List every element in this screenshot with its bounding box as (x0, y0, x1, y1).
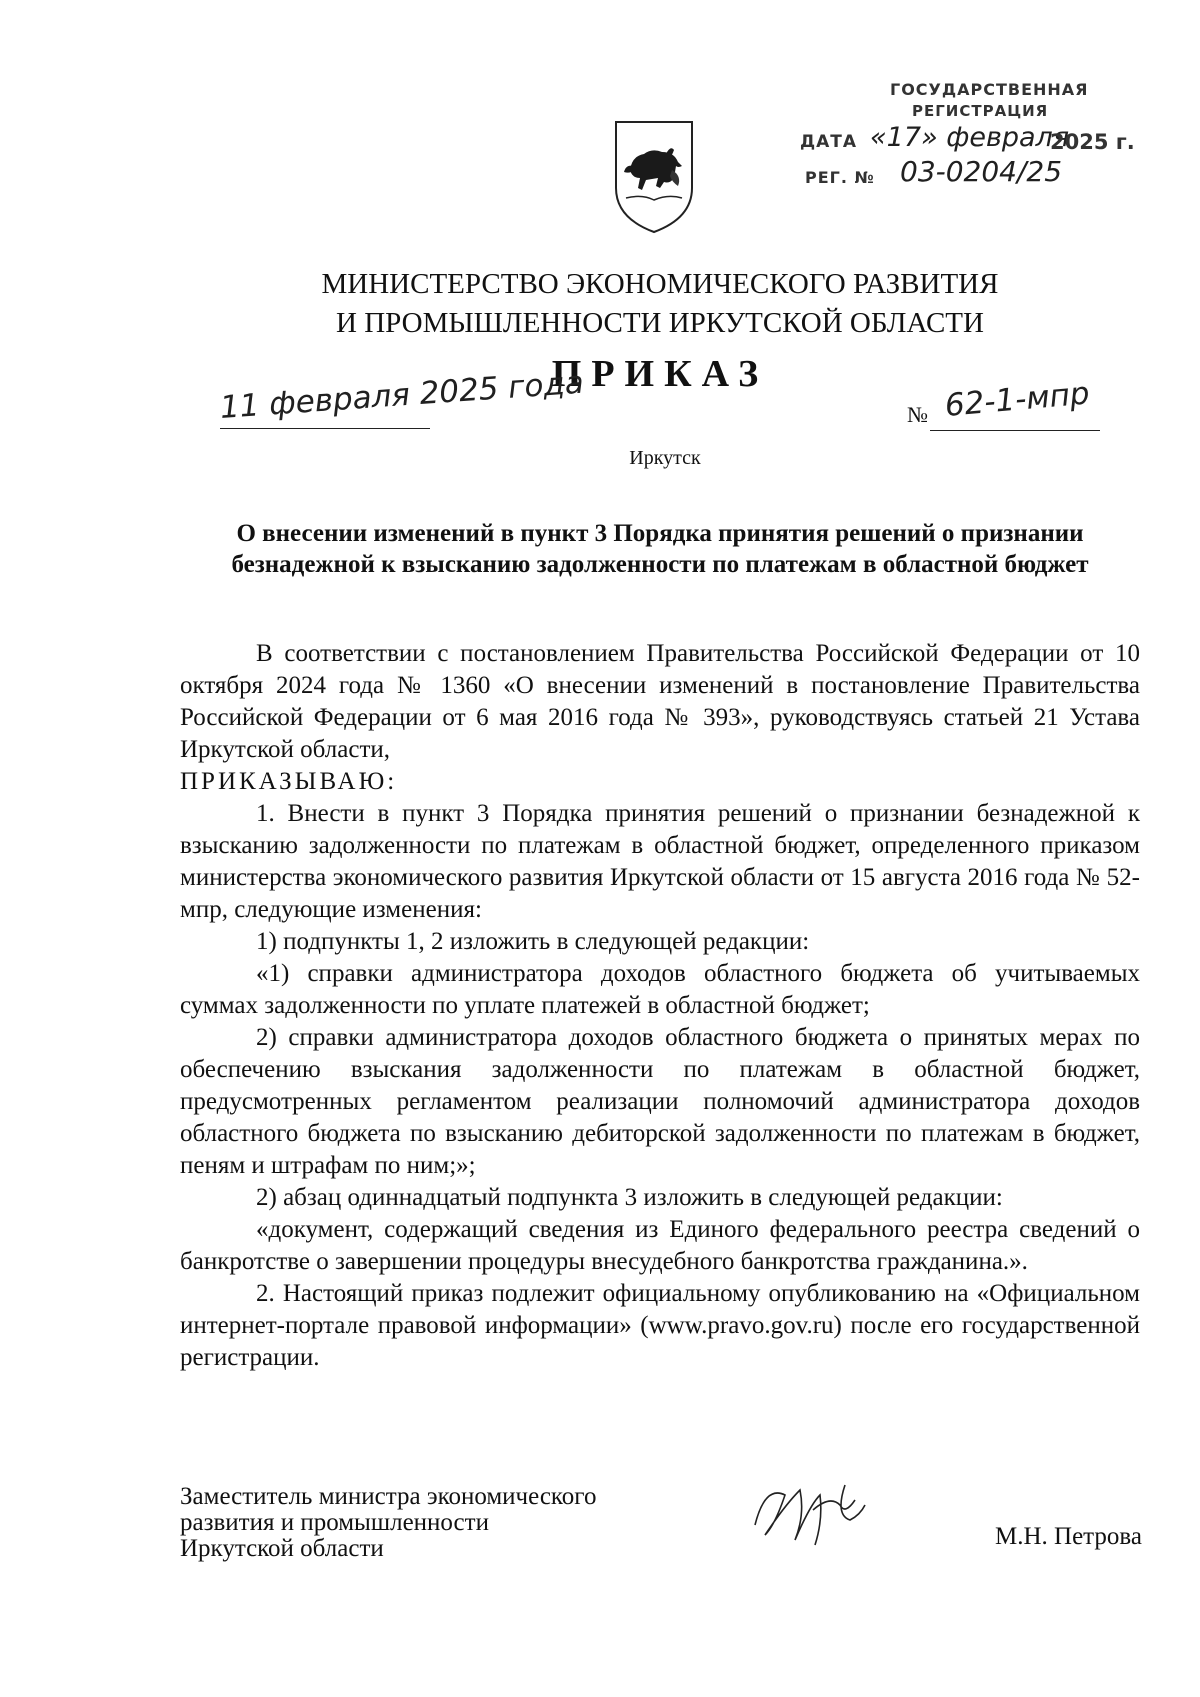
stamp-year: 2025 г. (1050, 130, 1135, 154)
order-number-sign: № (907, 402, 928, 427)
paragraph-quote-3: «документ, содержащий сведения из Единого федерального реестра сведений о банкротстве о завершении процедуры внесудебного банкротства гражданина.». (180, 1216, 1140, 1275)
order-number-handwritten: 62-1-мпр (943, 375, 1091, 424)
order-date-handwritten: 11 февраля 2025 года (218, 364, 585, 426)
document-body (180, 638, 1140, 1374)
signatory-position (180, 1484, 596, 1562)
paragraph-quote-1: «1) справки администратора доходов областного бюджета об учитываемых суммах задолженности по уплате платежей в областной бюджет; (180, 960, 1140, 1019)
document-title: О внесении изменений в пункт 3 Порядка принятия решений о признании безнадежной к взысканию задолженности по платежам в областной бюджет (231, 520, 1089, 578)
number-underline (930, 430, 1100, 431)
document-type: ПРИКАЗ (551, 353, 769, 395)
paragraph-subitem-2: 2) абзац одиннадцатый подпункта 3 изложить в следующей редакции: (256, 1184, 1003, 1211)
signatory-position-line1: Заместитель министра экономического (180, 1483, 597, 1510)
date-underline (220, 428, 430, 429)
signatory-name: М.Н. Петрова (995, 1523, 1142, 1550)
paragraph-quote-2: 2) справки администратора доходов областного бюджета о принятых мерах по обеспечению взыскания задолженности по платежам в областной бюджет, предусмотренных регламентом реализации полномочий администратора доходов областного бюджета по взысканию дебиторской задолженности по платежам в бюджет, пеням и штрафам по ним;»; (180, 1024, 1140, 1179)
handwritten-signature-icon (745, 1465, 875, 1555)
stamp-title: ГОСУДАРСТВЕННАЯ (890, 80, 1089, 99)
paragraph-item-1: 1. Внести в пункт 3 Порядка принятия решений о признании безнадежной к взысканию задолженности по платежам в областной бюджет, определенного приказом министерства экономического развития Иркутской области от 15 августа 2016 года № 52-мпр, следующие изменения: (180, 800, 1140, 923)
paragraph-subitem-1: 1) подпункты 1, 2 изложить в следующей редакции: (256, 928, 810, 955)
stamp-reg-label: РЕГ. № (805, 168, 875, 187)
city: Иркутск (629, 447, 701, 469)
coat-of-arms-icon (612, 118, 696, 236)
ministry-name-line1: МИНИСТЕРСТВО ЭКОНОМИЧЕСКОГО РАЗВИТИЯ (321, 268, 999, 300)
ministry-name-line2: И ПРОМЫШЛЕННОСТИ ИРКУТСКОЙ ОБЛАСТИ (336, 307, 984, 339)
signatory-position-line3: Иркутской области (180, 1535, 384, 1562)
stamp-date-label: ДАТА (800, 132, 858, 152)
signatory-position-line2: развития и промышленности (180, 1509, 489, 1536)
paragraph-preamble: В соответствии с постановлением Правительства Российской Федерации от 10 октября 2024 года № 1360 «О внесении изменений в постановление Правительства Российской Федерации от 6 мая 2016 года № 393», руководствуясь статьей 21 Устава Иркутской области, (180, 640, 1140, 763)
stamp-date-handwritten: «17» февраля (870, 122, 1070, 153)
stamp-subtitle: РЕГИСТРАЦИЯ (912, 102, 1049, 120)
stamp-reg-number-handwritten: 03-0204/25 (900, 155, 1063, 188)
paragraph-item-2: 2. Настоящий приказ подлежит официальному опубликованию на «Официальном интернет-портале правовой информации» (www.pravo.gov.ru) после его государственной регистрации. (180, 1280, 1140, 1371)
order-word: ПРИКАЗЫВАЮ: (180, 768, 398, 795)
